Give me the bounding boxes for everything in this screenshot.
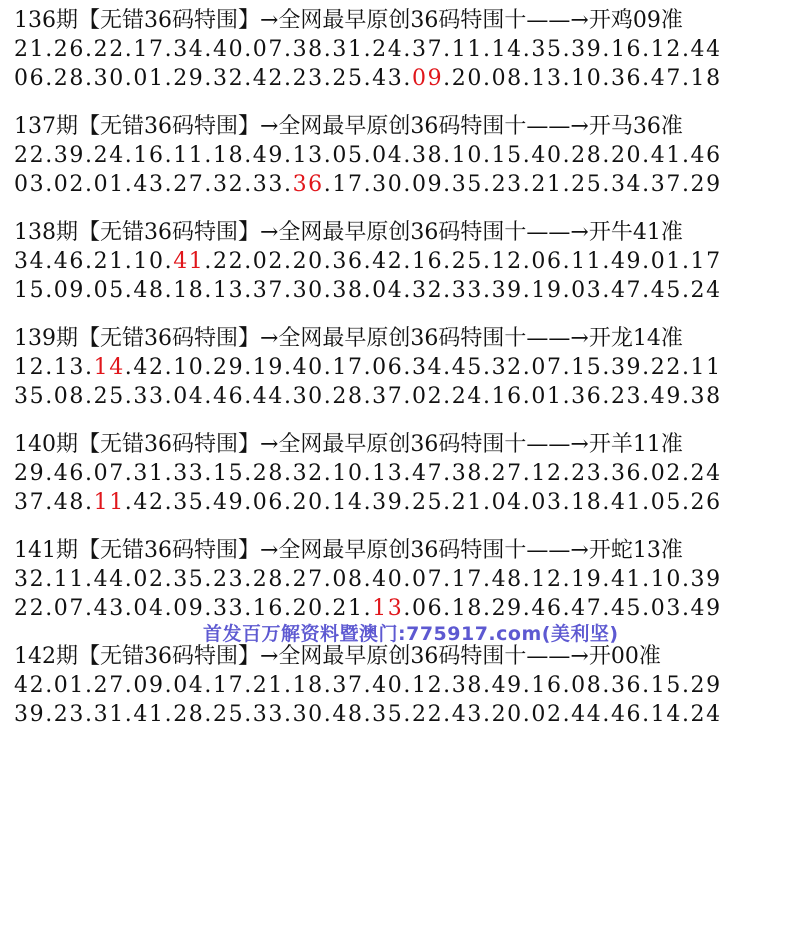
number-cell: 38 — [451, 461, 483, 486]
number-cell: 09 — [53, 278, 85, 303]
hit-number: 11 — [93, 490, 125, 515]
number-cell: 36 — [571, 384, 603, 409]
number-cell: 27 — [173, 172, 205, 197]
number-cell: 04 — [372, 278, 404, 303]
number-cell: 01 — [133, 66, 165, 91]
number-cell: 35 — [451, 172, 483, 197]
number-cell: 35 — [173, 567, 205, 592]
number-row: 21.26.22.17.34.40.07.38.31.24.37.11.14.35.39.16.12.44 — [14, 37, 722, 62]
number-cell: 21 — [93, 249, 125, 274]
number-cell: 25 — [451, 249, 483, 274]
number-cell: 04 — [173, 673, 205, 698]
number-cell: 05 — [93, 278, 125, 303]
number-cell: 32 — [292, 461, 324, 486]
number-cell: 25 — [571, 172, 603, 197]
number-cell: 36 — [610, 461, 643, 486]
number-cell: 34 — [173, 37, 205, 62]
number-cell: 20 — [292, 490, 324, 515]
number-cell: 21 — [332, 596, 364, 621]
number-cell: 02 — [252, 249, 284, 274]
number-cell: 46 — [531, 596, 563, 621]
number-cell: 22 — [650, 355, 682, 380]
period-block — [14, 324, 794, 411]
number-cell: 07 — [252, 37, 284, 62]
number-cell: 35 — [173, 490, 205, 515]
number-cell: 05 — [650, 490, 682, 515]
number-cell: 48 — [133, 278, 165, 303]
number-cell: 46 — [610, 702, 643, 727]
number-cell: 26 — [53, 37, 85, 62]
number-cell: 23 — [53, 702, 85, 727]
number-cell: 36 — [610, 66, 643, 91]
number-cell: 20 — [451, 66, 483, 91]
number-cell: 17 — [332, 172, 364, 197]
number-cell: 10 — [332, 461, 364, 486]
number-cell: 24 — [690, 461, 722, 486]
number-cell: 18 — [212, 143, 245, 168]
number-cell: 27 — [491, 461, 523, 486]
number-cell: 03 — [14, 172, 46, 197]
number-cell: 41 — [650, 143, 682, 168]
period-header: 136期【无错36码特围】→全网最早原创36码特围十——→开鸡09准 — [14, 8, 683, 33]
number-cell: 12 — [531, 567, 563, 592]
number-cell: 49 — [610, 249, 643, 274]
number-cell: 49 — [252, 143, 284, 168]
number-cell: 24 — [372, 37, 404, 62]
number-cell: 24 — [690, 278, 722, 303]
number-cell: 11 — [53, 567, 85, 592]
number-row: 35.08.25.33.04.46.44.30.28.37.02.24.16.01.36.23.49.38 — [14, 384, 722, 409]
number-cell: 26 — [690, 490, 722, 515]
number-cell: 30 — [292, 702, 324, 727]
number-cell: 27 — [93, 673, 125, 698]
number-cell: 16 — [610, 37, 643, 62]
number-cell: 40 — [372, 673, 404, 698]
number-cell: 43 — [451, 702, 483, 727]
number-cell: 22 — [93, 37, 125, 62]
number-cell: 04 — [173, 384, 205, 409]
number-cell: 17 — [332, 355, 364, 380]
number-cell: 42 — [252, 66, 284, 91]
number-cell: 47 — [650, 66, 682, 91]
number-cell: 25 — [332, 66, 364, 91]
number-cell: 20 — [292, 596, 324, 621]
period-block — [14, 536, 794, 623]
number-cell: 35 — [372, 702, 404, 727]
number-cell: 48 — [53, 490, 85, 515]
number-cell: 18 — [292, 673, 324, 698]
number-cell: 23 — [491, 172, 523, 197]
number-cell: 33 — [252, 702, 284, 727]
number-cell: 18 — [571, 490, 603, 515]
number-cell: 03 — [571, 278, 603, 303]
number-cell: 34 — [411, 355, 444, 380]
number-cell: 07 — [93, 461, 125, 486]
number-row: 42.01.27.09.04.17.21.18.37.40.12.38.49.16.08.36.15.29 — [14, 673, 722, 698]
number-cell: 04 — [133, 596, 165, 621]
number-cell: 12 — [14, 355, 46, 380]
number-cell: 28 — [332, 384, 364, 409]
number-cell: 12 — [491, 249, 523, 274]
number-cell: 44 — [690, 37, 722, 62]
number-cell: 10 — [133, 249, 165, 274]
hit-number: 41 — [173, 249, 205, 274]
number-cell: 20 — [491, 702, 523, 727]
number-cell: 48 — [332, 702, 364, 727]
number-cell: 25 — [93, 384, 125, 409]
hit-number: 36 — [292, 172, 324, 197]
number-cell: 13 — [53, 355, 85, 380]
number-cell: 11 — [690, 355, 722, 380]
number-cell: 15 — [212, 461, 245, 486]
number-cell: 04 — [372, 143, 404, 168]
number-cell: 43 — [372, 66, 404, 91]
number-cell: 39 — [690, 567, 722, 592]
number-cell: 08 — [332, 567, 364, 592]
number-cell: 30 — [372, 172, 404, 197]
number-cell: 18 — [690, 66, 722, 91]
period-block — [14, 6, 794, 93]
number-row: 22.39.24.16.11.18.49.13.05.04.38.10.15.40.28.20.41.46 — [14, 143, 722, 168]
number-cell: 37 — [332, 673, 364, 698]
number-cell: 24 — [451, 384, 483, 409]
number-cell: 28 — [252, 461, 284, 486]
number-cell: 17 — [690, 249, 722, 274]
number-cell: 35 — [531, 37, 563, 62]
number-cell: 35 — [14, 384, 46, 409]
number-cell: 47 — [610, 278, 643, 303]
number-cell: 10 — [451, 143, 483, 168]
number-cell: 28 — [252, 567, 284, 592]
number-cell: 31 — [133, 461, 165, 486]
number-cell: 10 — [650, 567, 682, 592]
number-cell: 39 — [372, 490, 404, 515]
number-cell: 13 — [372, 461, 404, 486]
number-cell: 38 — [690, 384, 722, 409]
number-cell: 48 — [491, 567, 523, 592]
number-cell: 16 — [411, 249, 444, 274]
number-cell: 16 — [531, 673, 563, 698]
number-cell: 28 — [53, 66, 85, 91]
number-cell: 46 — [53, 461, 85, 486]
number-cell: 09 — [173, 596, 205, 621]
number-cell: 44 — [93, 567, 125, 592]
number-cell: 36 — [332, 249, 364, 274]
number-cell: 14 — [650, 702, 682, 727]
number-cell: 06 — [252, 490, 284, 515]
number-row: 15.09.05.48.18.13.37.30.38.04.32.33.39.19.03.47.45.24 — [14, 278, 722, 303]
number-cell: 01 — [650, 249, 682, 274]
number-cell: 41 — [610, 567, 643, 592]
number-cell: 46 — [690, 143, 722, 168]
number-cell: 06 — [531, 249, 563, 274]
number-cell: 31 — [93, 702, 125, 727]
number-cell: 19 — [252, 355, 284, 380]
number-cell: 32 — [212, 172, 245, 197]
number-cell: 16 — [252, 596, 284, 621]
number-cell: 14 — [491, 37, 523, 62]
number-cell: 28 — [173, 702, 205, 727]
period-header: 140期【无错36码特围】→全网最早原创36码特围十——→开羊11准 — [14, 432, 683, 457]
number-cell: 23 — [610, 384, 643, 409]
number-cell: 29 — [690, 673, 722, 698]
number-cell: 28 — [571, 143, 603, 168]
number-cell: 37 — [372, 384, 404, 409]
number-row: 34.46.21.10.41.22.02.20.36.42.16.25.12.06.11.49.01.17 — [14, 249, 722, 274]
number-row: 22.07.43.04.09.33.16.20.21.13.06.18.29.46.47.45.03.49 — [14, 596, 722, 621]
number-cell: 15 — [650, 673, 682, 698]
number-cell: 47 — [411, 461, 444, 486]
number-cell: 49 — [212, 490, 245, 515]
number-cell: 44 — [571, 702, 603, 727]
number-cell: 08 — [571, 673, 603, 698]
number-cell: 16 — [133, 143, 165, 168]
number-cell: 49 — [491, 673, 523, 698]
number-cell: 42 — [133, 490, 165, 515]
number-cell: 43 — [133, 172, 165, 197]
number-cell: 17 — [451, 567, 483, 592]
number-cell: 08 — [491, 66, 523, 91]
number-cell: 17 — [212, 673, 245, 698]
number-cell: 39 — [14, 702, 46, 727]
number-row: 39.23.31.41.28.25.33.30.48.35.22.43.20.02.44.46.14.24 — [14, 702, 722, 727]
number-cell: 21 — [531, 172, 563, 197]
number-cell: 21 — [451, 490, 483, 515]
number-cell: 14 — [332, 490, 364, 515]
number-cell: 33 — [451, 278, 483, 303]
period-block — [14, 642, 794, 729]
number-cell: 10 — [173, 355, 205, 380]
number-cell: 15 — [571, 355, 603, 380]
number-cell: 19 — [571, 567, 603, 592]
period-header: 138期【无错36码特围】→全网最早原创36码特围十——→开牛41准 — [14, 220, 683, 245]
number-cell: 38 — [292, 37, 324, 62]
number-cell: 22 — [14, 596, 46, 621]
number-cell: 07 — [531, 355, 563, 380]
number-cell: 01 — [93, 172, 125, 197]
number-cell: 06 — [14, 66, 46, 91]
number-cell: 02 — [531, 702, 563, 727]
number-cell: 29 — [690, 172, 722, 197]
number-cell: 02 — [53, 172, 85, 197]
number-cell: 20 — [610, 143, 643, 168]
number-cell: 44 — [252, 384, 284, 409]
period-header: 142期【无错36码特围】→全网最早原创36码特围十——→开00准 — [14, 644, 661, 669]
number-cell: 29 — [173, 66, 205, 91]
number-row: 03.02.01.43.27.32.33.36.17.30.09.35.23.21.25.34.37.29 — [14, 172, 722, 197]
number-cell: 33 — [173, 461, 205, 486]
number-cell: 08 — [53, 384, 85, 409]
number-cell: 23 — [292, 66, 324, 91]
number-cell: 23 — [212, 567, 245, 592]
number-cell: 42 — [133, 355, 165, 380]
number-cell: 04 — [491, 490, 523, 515]
number-cell: 33 — [252, 172, 284, 197]
number-cell: 38 — [411, 143, 444, 168]
number-cell: 22 — [411, 702, 444, 727]
number-cell: 30 — [93, 66, 125, 91]
number-cell: 18 — [173, 278, 205, 303]
number-cell: 43 — [93, 596, 125, 621]
number-cell: 32 — [411, 278, 444, 303]
number-cell: 13 — [531, 66, 563, 91]
number-cell: 46 — [212, 384, 245, 409]
number-cell: 13 — [212, 278, 245, 303]
number-cell: 49 — [650, 384, 682, 409]
number-cell: 46 — [53, 249, 85, 274]
number-cell: 19 — [531, 278, 563, 303]
number-cell: 10 — [571, 66, 603, 91]
number-cell: 42 — [372, 249, 404, 274]
period-block — [14, 218, 794, 305]
number-cell: 17 — [133, 37, 165, 62]
number-cell: 29 — [14, 461, 46, 486]
number-cell: 03 — [650, 596, 682, 621]
number-cell: 39 — [571, 37, 603, 62]
number-cell: 24 — [690, 702, 722, 727]
number-cell: 06 — [411, 596, 444, 621]
number-cell: 15 — [491, 143, 523, 168]
number-cell: 47 — [571, 596, 603, 621]
number-cell: 12 — [411, 673, 444, 698]
number-cell: 38 — [332, 278, 364, 303]
number-cell: 37 — [252, 278, 284, 303]
number-cell: 02 — [411, 384, 444, 409]
number-cell: 20 — [292, 249, 324, 274]
number-cell: 25 — [212, 702, 245, 727]
number-cell: 31 — [332, 37, 364, 62]
number-cell: 22 — [14, 143, 46, 168]
number-cell: 23 — [571, 461, 603, 486]
number-cell: 32 — [212, 66, 245, 91]
hit-number: 13 — [372, 596, 404, 621]
number-cell: 42 — [14, 673, 46, 698]
number-cell: 24 — [93, 143, 125, 168]
number-cell: 25 — [411, 490, 444, 515]
number-cell: 40 — [531, 143, 563, 168]
number-cell: 21 — [14, 37, 46, 62]
number-cell: 05 — [332, 143, 364, 168]
number-cell: 32 — [14, 567, 46, 592]
number-cell: 41 — [133, 702, 165, 727]
number-cell: 40 — [372, 567, 404, 592]
number-cell: 02 — [650, 461, 682, 486]
number-cell: 33 — [133, 384, 165, 409]
number-cell: 11 — [173, 143, 205, 168]
number-cell: 09 — [411, 172, 444, 197]
number-cell: 37 — [411, 37, 444, 62]
number-cell: 02 — [133, 567, 165, 592]
number-cell: 33 — [212, 596, 245, 621]
number-cell: 13 — [292, 143, 324, 168]
number-cell: 15 — [14, 278, 46, 303]
number-cell: 37 — [14, 490, 46, 515]
number-cell: 12 — [531, 461, 563, 486]
period-block — [14, 430, 794, 517]
number-cell: 39 — [610, 355, 643, 380]
period-header: 137期【无错36码特围】→全网最早原创36码特围十——→开马36准 — [14, 114, 683, 139]
watermark-text: 首发百万解资料暨澳门:775917.com(美利坚) — [203, 623, 619, 645]
number-cell: 07 — [411, 567, 444, 592]
number-cell: 30 — [292, 278, 324, 303]
number-row: 29.46.07.31.33.15.28.32.10.13.47.38.27.12.23.36.02.24 — [14, 461, 722, 486]
number-cell: 01 — [53, 673, 85, 698]
period-header: 141期【无错36码特围】→全网最早原创36码特围十——→开蛇13准 — [14, 538, 683, 563]
number-cell: 45 — [610, 596, 643, 621]
number-cell: 03 — [531, 490, 563, 515]
number-cell: 39 — [53, 143, 85, 168]
number-cell: 11 — [451, 37, 483, 62]
number-cell: 18 — [451, 596, 483, 621]
number-cell: 38 — [451, 673, 483, 698]
number-cell: 36 — [610, 673, 643, 698]
number-cell: 21 — [252, 673, 284, 698]
number-cell: 49 — [690, 596, 722, 621]
number-cell: 30 — [292, 384, 324, 409]
number-cell: 27 — [292, 567, 324, 592]
number-cell: 09 — [133, 673, 165, 698]
number-cell: 11 — [571, 249, 603, 274]
number-row: 12.13.14.42.10.29.19.40.17.06.34.45.32.07.15.39.22.11 — [14, 355, 722, 380]
number-cell: 32 — [491, 355, 523, 380]
number-cell: 22 — [212, 249, 245, 274]
number-cell: 07 — [53, 596, 85, 621]
number-cell: 34 — [14, 249, 46, 274]
number-cell: 37 — [650, 172, 682, 197]
number-row: 32.11.44.02.35.23.28.27.08.40.07.17.48.12.19.41.10.39 — [14, 567, 722, 592]
number-cell: 40 — [292, 355, 324, 380]
period-block — [14, 112, 794, 199]
hit-number: 14 — [93, 355, 125, 380]
number-cell: 12 — [650, 37, 682, 62]
number-cell: 41 — [610, 490, 643, 515]
number-cell: 29 — [491, 596, 523, 621]
number-cell: 01 — [531, 384, 563, 409]
number-cell: 45 — [451, 355, 483, 380]
number-cell: 16 — [491, 384, 523, 409]
number-row: 06.28.30.01.29.32.42.23.25.43.09.20.08.13.10.36.47.18 — [14, 66, 722, 91]
number-cell: 34 — [610, 172, 643, 197]
number-cell: 29 — [212, 355, 245, 380]
number-row: 37.48.11.42.35.49.06.20.14.39.25.21.04.03.18.41.05.26 — [14, 490, 722, 515]
number-cell: 45 — [650, 278, 682, 303]
number-cell: 39 — [491, 278, 523, 303]
number-cell: 06 — [372, 355, 404, 380]
period-header: 139期【无错36码特围】→全网最早原创36码特围十——→开龙14准 — [14, 326, 683, 351]
hit-number: 09 — [411, 66, 444, 91]
number-cell: 40 — [212, 37, 245, 62]
